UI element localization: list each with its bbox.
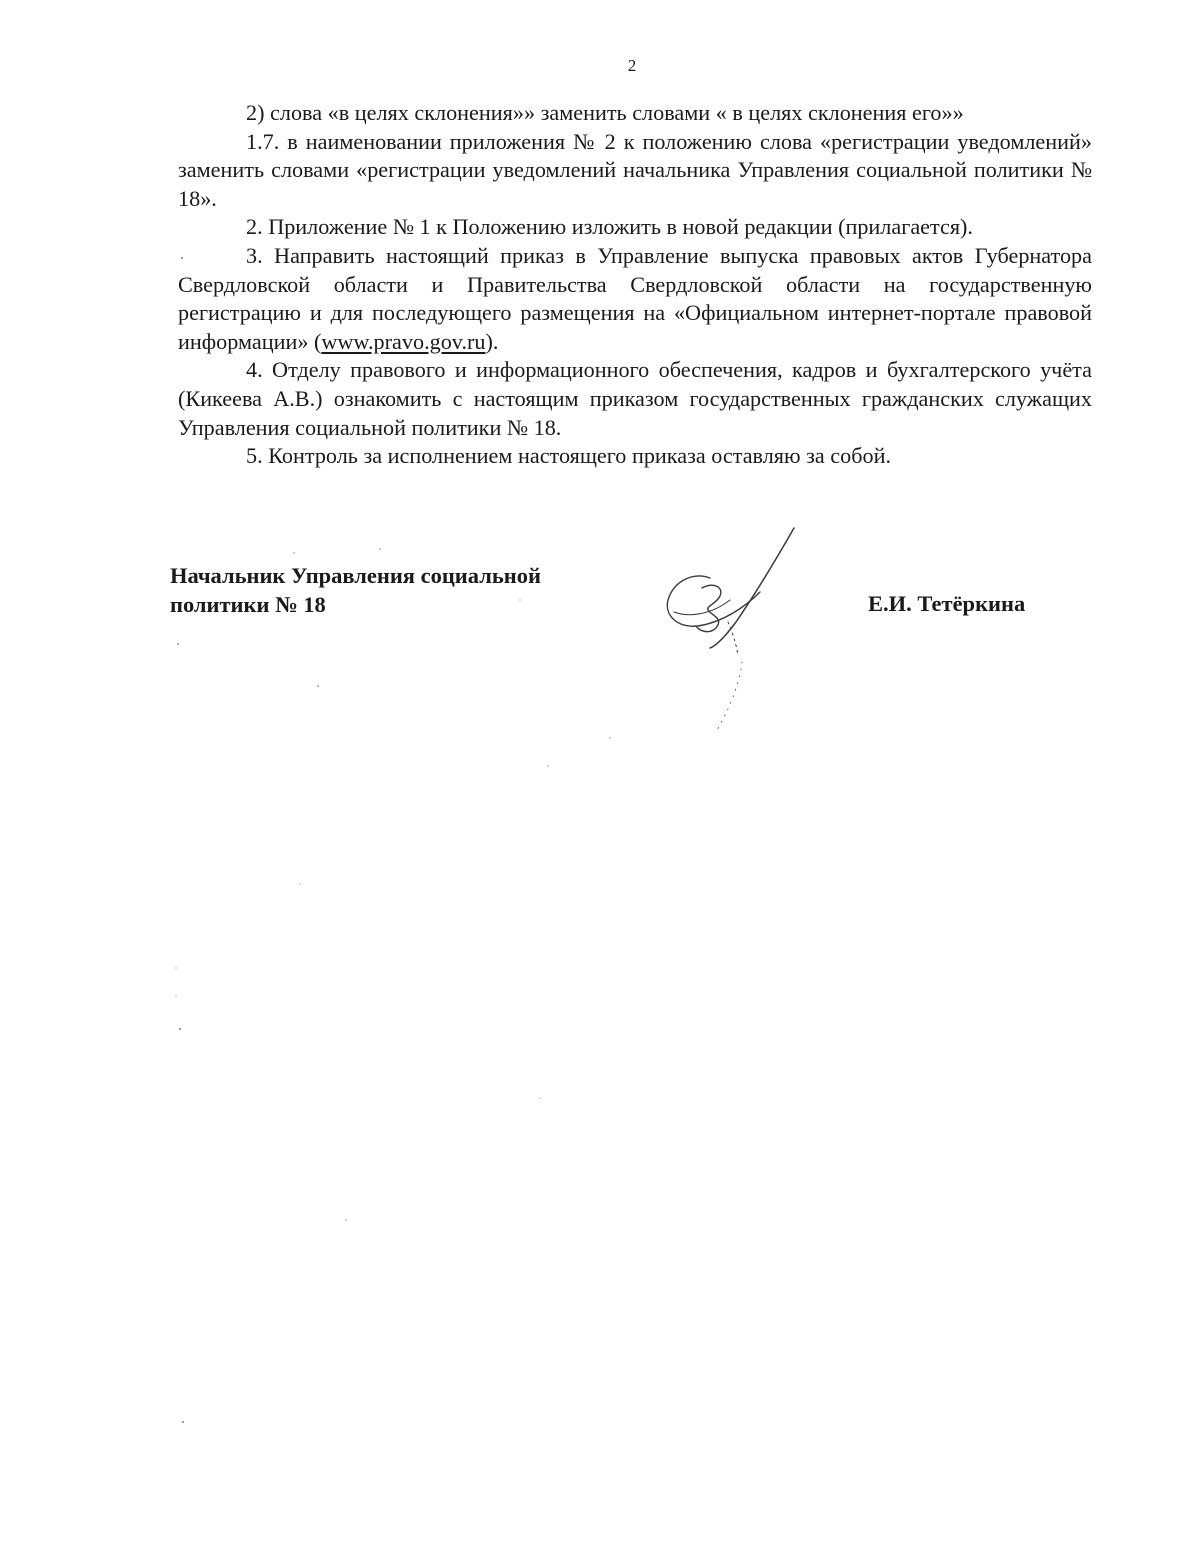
pravo-gov-link[interactable]: www.pravo.gov.ru (321, 328, 486, 354)
signatory-position-line-2: политики № 18 (170, 592, 326, 617)
paragraph-3-text: 3. Направить настоящий приказ в Управление выпуска правовых актов Губернатора Свердловской области и Правительства Свердловской области на государственную регистрацию и для последующего размещения на «Официальном интернет-портале правовой информации» ( (178, 242, 1092, 354)
paragraph-2: 2. Приложение № 1 к Положению изложить в новой редакции (прилагается). (246, 214, 973, 240)
paragraph-3-tail: ). (485, 328, 499, 354)
signatory-name: Е.И. Тетёркина (868, 591, 1026, 616)
paragraph-3 (178, 242, 1092, 356)
paragraph-5: 5. Контроль за исполнением настоящего приказа оставляю за собой. (246, 443, 892, 469)
paragraph-4: 4. Отделу правового и информационного обеспечения, кадров и бухгалтерского учёта (Кикеева А.В.) ознакомить с настоящим приказом государственных гражданских служащих Управления социальной политики № 18. (178, 357, 1092, 440)
paragraph-1-7: 1.7. в наименовании приложения № 2 к положению слова «регистрации уведомлений» заменить словами «регистрации уведомлений начальника Управления социальной политики № 18». (178, 128, 1092, 211)
signatory-position (170, 561, 630, 619)
handwritten-signature (650, 522, 810, 752)
page-number: 2 (627, 56, 637, 75)
paragraph-1: 2) слова «в целях склонения»» заменить словами « в целях склонения его»» (246, 100, 964, 125)
signatory-position-line-1: Начальник Управления социальной (170, 563, 541, 588)
document-body (178, 99, 1092, 471)
